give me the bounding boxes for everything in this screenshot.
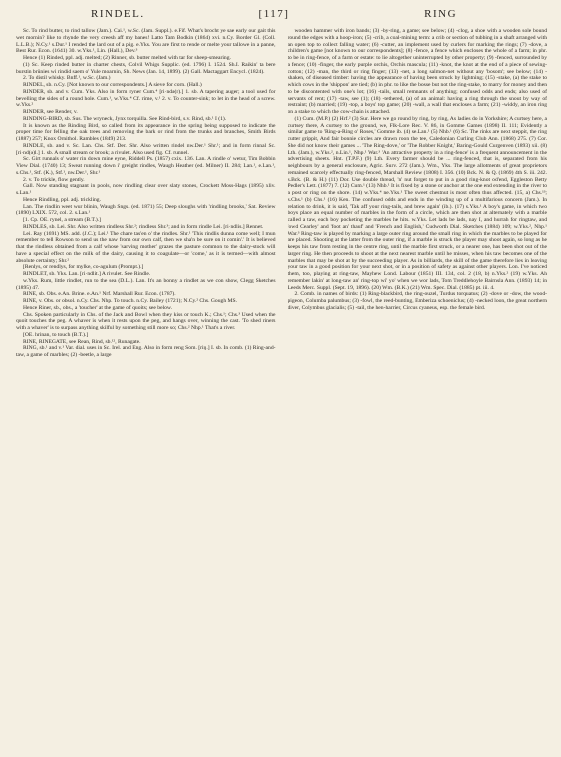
entry-paragraph: [OE. hrinan, to touch (B.T.).] [23, 331, 89, 338]
entry-paragraph: Gall. Now standing stagnant in pools, now rindling clear over slaty stones, Crockett Moss-Hags (1895) xliv. s.Lan.¹ [16, 183, 276, 196]
running-head [16, 8, 547, 24]
entry-paragraph: RINDING-BIRD, sb. Sus. The wryneck, Jynx torquilla. See Rind-bird, s.v. Rind, sb.¹ I (1). [23, 115, 227, 122]
entry-paragraph: Sc. Girt runnals o' water rin down mine eyne, Riddell Ps. (1857) cxix. 136. Lan. A rindle o' wetur, Tim Bobbin View Dial. (1740) 13; Sweat running down i' greight rindles, Waugh Heather (ed. Milner) II. 284; Lan.¹, e.Lan.¹, s.Chs.¹, Stf. (K.), Stf.¹, nw.Der.¹, Shr.¹ [16, 156, 276, 176]
entry-paragraph: It is known as the Rinding Bird, so called from its appearance in the spring being supposed to indicate the proper time for felling the oak trees and removing the bark or rind from the trunks and branches, Smith Birds (1887) 257; Knox Ornithol. Rambles (1849) 213. [16, 122, 276, 142]
entry-paragraph: RINE, v. Obs. or obsol. n.Cy. Chs. Nhp. To touch. n.Cy. Bailey (1721); N.Cy.² Chs. Gough MS. [23, 298, 238, 304]
entry-paragraph: RINDER, sb. and v. Cum. Yks. Also in form ryner Cum.⁴ [ri·ndə(r).] 1. sb. A tapering auger; a tool used for bevelling the sides of a round hole. Cum.¹, w.Yks.⁴ Cf. rime, v.¹ 2. v. To counter-sink; to let in the head of a screw. w.Yks.² [16, 88, 276, 109]
entry-paragraph: Hence (1) Rinded, ppl. adj. melted; (2) Rinner, sb. butter melted with tar for sheep-smearing. [23, 55, 231, 61]
entry-paragraph: 2. Comb. in names of birds: (1) Ring-blackbird, the ring-ouzel, Turdus torquatus; (2) -dove or -dow, the wood-pigeon, Columba palumbus; (3) -fowl, the reed-bunting, Emberiza schoeniclus; (4) -necked loon, the great northern diver, Colymbus glacialis; (5) -tail, the hen-harrier, Circus cyaneus, esp. the female bird. [287, 291, 547, 311]
entry-paragraph: Hence Riner, sb., obs., a 'toucher' at the game of quoits; see below. [23, 304, 172, 311]
page-number: [117] [258, 8, 290, 20]
entry-paragraph: Lei. Ray (1691) MS. add. (J.C.); Lei.¹ The chare tas'en o' the rindles. Shr.¹ 'This rindlis dunna come well; I mun remember to tell Rowson to send us the naw from our own calf, then we sha'n be sure on it comin'.' It is believed that the rindless obtained from a calf whose 'sarving mother' grazes the pasture common to the dairy-stock will have a special effect on the milk of the dairy, causing it to coagulate—or 'come,' as it is termed—with almost absolute certainty; Shr.² [16, 230, 276, 264]
entry-paragraph: RINDEL, sb. n.Cy. [Not known to our correspondents.] A sieve for corn. (Hall.) [23, 82, 202, 88]
entry-paragraph: RINDLES, sb. Lei. Shr. Also written rindless Shr.²; rindless Shr.³; and in form rindle Lei. [ri·ndlis.] Rennet. [23, 223, 264, 230]
entry-paragraph: Lan. The rindlin weet wur blinin, Waugh Sngs. (ed. 1871) 55; Deep sloughs with 'rindling brooks,' Sat. Review (1890) LXIX. 572, col. 2. s.Lan.¹ [16, 203, 276, 217]
entry-paragraph: (1) Sc. Keep rinded butter in charter chests, Colvil Whigs Supplic. (ed. 1796) I. 1524. Sh.I. Raikin' ta bere burstin brünies wi rindid saem o' Yule moarnin, Sh. News (Jan. 14, 1899). (2) Gall. Mactaggart Encycl. (1824). [16, 61, 276, 75]
right-column [288, 28, 548, 752]
header-left-word: RINDEL. [91, 8, 145, 20]
entry-paragraph: [Renlys, or rendlys, for mylke, co-agulum (Prompt.).] [23, 264, 144, 271]
entry-paragraph: [1. Cp. OE. rynel, a stream (B.T.).] [23, 217, 102, 223]
entry-paragraph: wooden hammer with iron bands; (3) -by-ring, a game; see below; (4) -clog, a shoe with a wooden sole bound round the edges with a hoop-iron; (5) -crib, a coal-mining term: a crib or section of tubbing in a shaft arranged with an open top to collect falling water; (6) -cutter, an implement used by curlers for marking the rings; (7) -dove, a children's game [not known to our correspondents]; (8) -fence, a fence which encloses the whole of a farm; in phr. to be in ring-fence, of a farm or estate: to lie altogether uninterrupted by other property; (9) -fenced, surrounded by a fence; (10) -finger, the early purple orchis, Orchis mascula; (11) -knot, the knot at the end of a piece of sewing-cotton; (12) -man, the third or ring finger; (13) -net, a long salmon-net without any 'bosom'; see below; (14) -shaken, of diseased timber: having the appearance of having been struck by lightning; (15) -stake, (a) the stake to which cows in the 'shippon' are tied; (b) in phr. to like the bosse but not the ring-stake, to marry for money and then to be discontented with one's lot; (16) -tails, small remnants of anything; confused odds and ends; also used of servants of rent; (17) -taw, see (1); (18) -tethered, (a) of an animal: having a ring through the snout by way of restraint; (b) married; (19) -top, a boys' top game; (20) -wall, a wall that encloses a farm; (21) -widdy, an iron ring on a stake to which the cow-chain is attached. [287, 28, 547, 115]
entry-paragraph: 2. v. To trickle, flow gently. [23, 176, 85, 183]
entry-paragraph: RINDER, see Render, v. [23, 109, 78, 115]
text-columns [16, 28, 547, 752]
entry-paragraph: Sc. To rind butter, to rind tallow (Jam.). Cai.¹, w.Sc. (Jam. Suppl.). e.Fif. What's brocht ye sae early our gait this wet mornin? like to rhynde the very creesh aff my banes! Latto Tam Bodkin (1864) xvi. n.Cy. Border Gl. (Coll. L.L.B.); N.Cy.¹ s.Dur.¹ I rended the lard out of a pig. e.Yks. You are first to rende or melte your tallowe in a panne, Best Rur. Econ. (1641) 30. w.Yks.¹, Lin. (Hall.), Dev.³ [16, 28, 276, 55]
entry-paragraph: RINE, sb. Obs. e.An. Brine. e.An.¹ Nrf. Marshall Rur. Econ. (1787). [23, 291, 176, 298]
header-right-word: RING [424, 8, 458, 20]
entry-paragraph: w.Yks. Rum, little rindlet, run to the sea (D.L.). Lan. It's an bonny a rindlet as we con show, Clegg Sketches (1895) 47. [16, 277, 276, 291]
entry-paragraph: (1) Cum. (M.P.) (2) Hrf.² (3) Sur. Here we go round by ring, by ring, As ladies do in Yorkshire; A curtsey here, a curtsey there, A curtsey to the ground, we, Flk-Lore Rec. V. 86, in Gomme Games (1898) II. 111; Evidently a similar game to 'Ring-a-Ring o' Roses,' Gomme ib. (4) se.Lan.¹ (5) Nhb.¹ (6) Sc. The rinks are next steppit, the ring cutter grippit, And fair bonnie circles are drawn roon the tee, Caledonian Curling Club Ann. (1868) 275. (7) Cor. She did not know their games ... 'The Ring-dove,' or 'The Robber Knight,' Baring-Gould Curgenven (1893) xii. (8) Lth. (Jam.), w.Yks.², n.Lin.¹, Nhp.¹ War.³ 'An attractive property in a ring-fence' is a frequent announcement in the advertising sheets. Hnt. (T.P.F.) (9) Lth. Every farmer should be ... ring-fenced, that is, separated from his neighbours by a general enclosure, Agric. Surv. 272 (Jam.). Wm., Yks. The large allotments of great proprietors remained scarcely effectually ring-fenced, Marshall Review (1808) I. 356. (10) Bck. N. & Q. (1869) 4th S. iii. 242. s.Bck. (B. & H.) (11) Dor. Use double thread, 'n' nut forget to put in a good ring-knot od'end, Eggleston Betty Pedler's Lett. (1877) 7. (12) Cum.¹ (13) Nhb.¹ It is fixed by a stone or anchor at the one end extending in the river to a post or ring on the shore. (14) w.Yks.⁴ ne.Yks.¹ The sweet chestnut is most often thus affected. (15, a) Chs.¹³; s.Chs.¹ (b) Chs.¹ (16) Ken. The confused odds and ends in the winding up of a multifarious concern (Jam.). In relation to drink, it is said, 'Tak aff your ring-tails, and brew again' (ib.). (17) s.Yks.¹ A boy's game, in which two boys place an equal number of marbles in the form of a circle, which are then shot at alternately with a marble called a taw, each boy pocketing the marbles he hits. w.Yks. Let lads be lads, nay I, and hurrah for ringtaw, and 'owd Cearley' and 'foot an' thauf' and 'French and English,' Cudworth Dial. Sketches (1884) 109; w.Yks.², Nhp.¹ War.³ Ring-taw is played by marking a large outer ring around the small ring in which the marbles to be played for are placed. Shooting at the latter from the outer ring, if a marble is struck the player may shoot again, so long as he keeps his taw from resting in the centre ring, until the marble first struck, or a nearer one, has been shot out of the larger ring. He then proceeds to shoot at the next nearest marble until he misses, when his taw becomes one of the marbles that may be shot at by the succeeding player. As in billiards, the skill of the game therefore lies in leaving your taw in a good position for your next shot, or in a position of safety as against other players. Lon. I've noticed them, too, playing at ring-taw, Mayhew Lond. Labour (1851) III. 134, col. 2 (18, b) n.Yks.² (19) w.Yks. Ah remember lakin' at long-taw an' ring-top wi' yo' when we wor lads, Tom Treddlehoyle Bairnsla Ann. (1893) 14; in Leeds Merc. Suppl. (Sept. 19, 1896). (20) Wm. (B.K.) (21) Wm. Spec. Dial. (1885) pt. iii. 4. [287, 115, 547, 291]
entry-paragraph: Hence Rindling, ppl. adj. trickling. [23, 196, 101, 203]
entry-paragraph: 2. To distil whisky. Bnff.¹, w.Sc. (Jam.) [23, 75, 111, 82]
entry-paragraph: RINDLET, sb. Yks. Lan. [ri·ndlit.] A rivulet. See Rindle. [23, 271, 151, 277]
entry-paragraph: RING, sb.¹ and v.¹ Var. dial. uses in Sc. Irel. and Eng. Also in form reng Som. [riŋ.] I. sb. In comb. (1) Ring-and-taw, a game of marbles; (2) -beetle, a large [16, 345, 276, 358]
entry-paragraph: RINDLE, sb. and v. Sc. Lan. Chs. Stf. Der. Shr. Also written rindel nw.Der.¹ Shr.¹; and in form rinnal Sc. [ri·nd(ə)l.] 1. sb. A small stream or brook; a rivulet. Also used fig. Cf. runnel. [16, 142, 276, 156]
entry-paragraph: RINE, RINEGATE, see Rean, Rind, sb.¹², Runagate. [23, 338, 141, 345]
left-column [16, 28, 276, 752]
entry-paragraph: Chs. Spoken particularly in Chs. of the Jack and Bowl when they kiss or touch K.; Chs.¹; Chs.³ Used when the quoit touches the peg. A whaver is when it rests upon the peg, and hangs over, winning the cast. 'To shed riners with a whaver' is to surpass anything skilful by something still more so; Chs.² Nhp.¹ That's a river. [16, 311, 276, 331]
